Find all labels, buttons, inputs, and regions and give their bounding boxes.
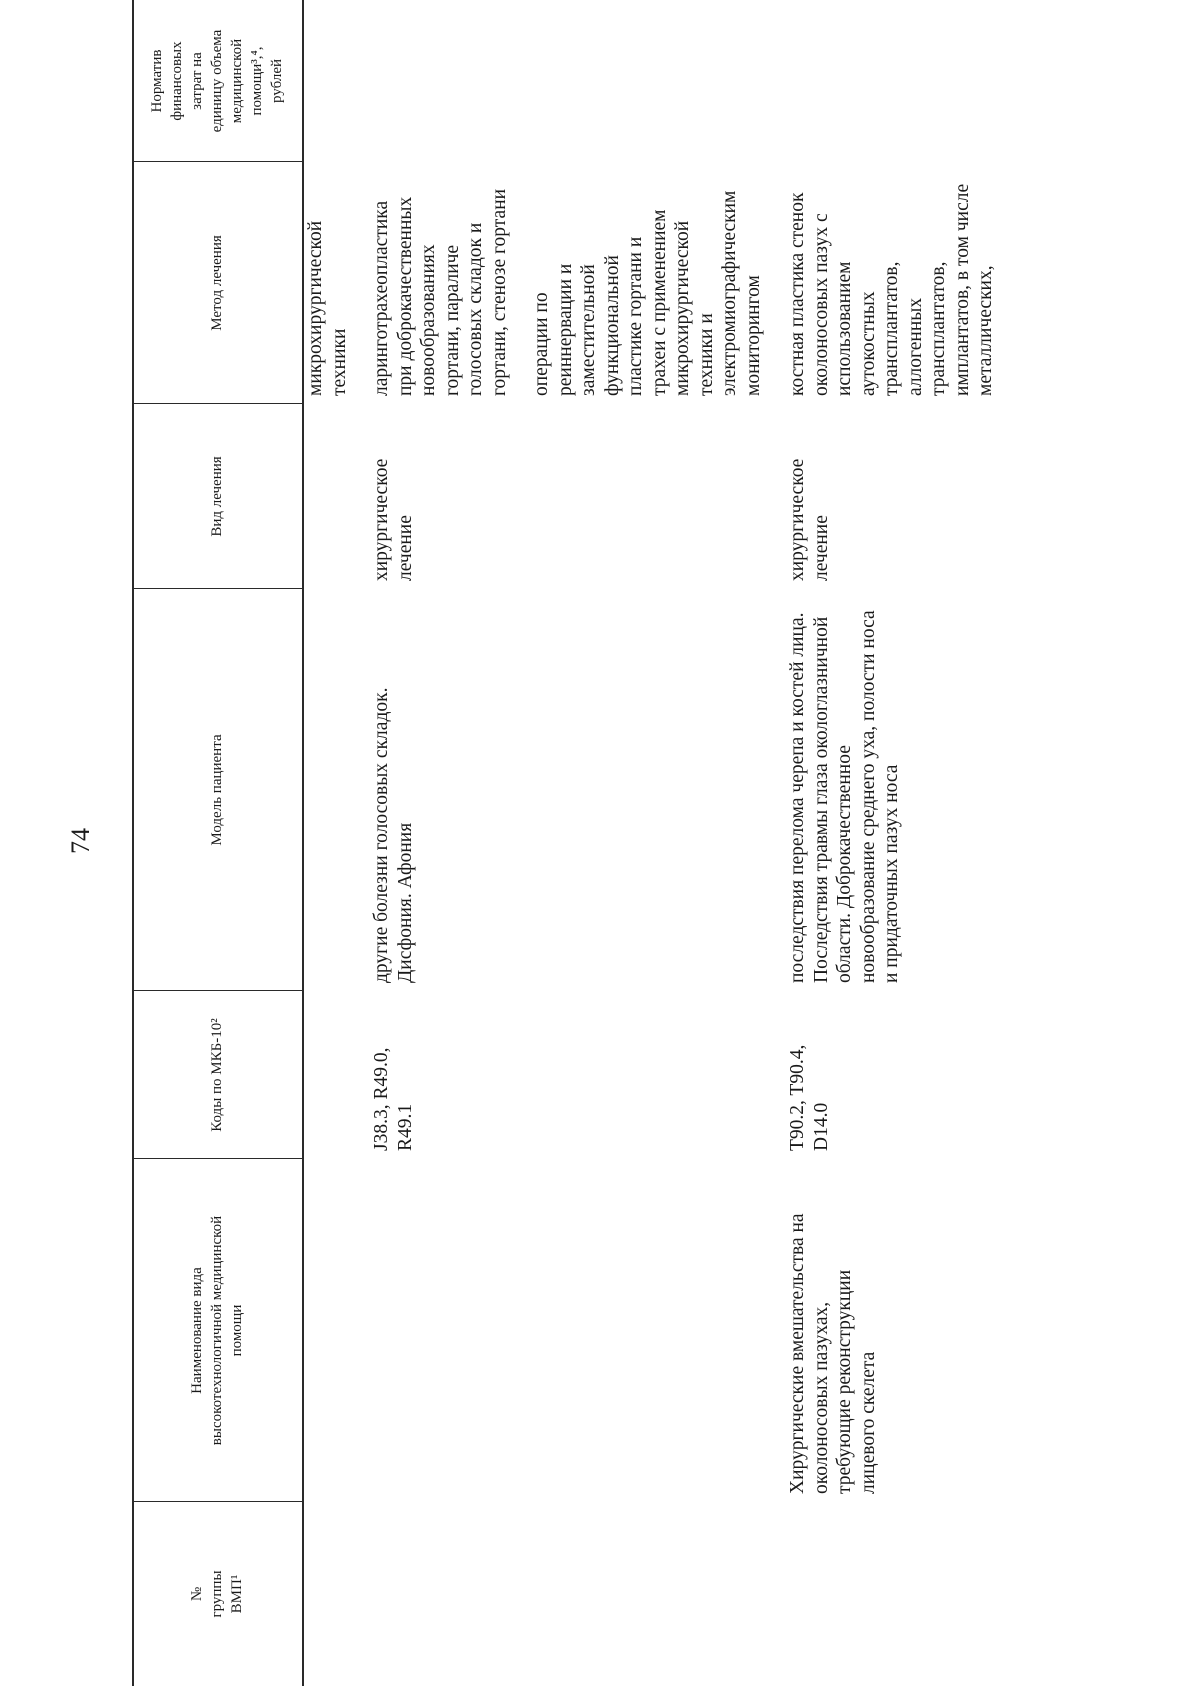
row3-vmp-name: Хирургические вмешательства на околоносовых пазухах, требующие реконструкции лицевого скелета [787, 1213, 879, 1494]
row1-treatment-method: ларинготрахеопластика при доброкачественных новообразованиях гортани, параличе голосовых складок и гортани, стенозе гортани [371, 188, 510, 396]
header-group-no: № группы ВМП¹ [189, 1570, 245, 1618]
row2-treatment-method: операции по реиннервации и заместительной функциональной пластике гортани и трахеи с применением микрохирургической техники и электромиографическим мониторингом [531, 190, 764, 396]
header-icd-codes: Коды по МКБ-10² [209, 1018, 225, 1132]
header-vmp-name: Наименование вида высокотехнологичной медицинской помощи [189, 1215, 245, 1446]
row1-icd-codes: J38.3, R49.0, R49.1 [371, 1047, 416, 1151]
page-number: 74 [66, 828, 95, 854]
header-treatment-type: Вид лечения [209, 456, 225, 537]
row0-treatment-method: микрохирургической техники [305, 220, 350, 396]
header-financial-norm: Норматив финансовых затрат на единицу объема медицинской помощи³,⁴, рублей [149, 29, 285, 133]
row3-icd-codes: T90.2, T90.4, D14.0 [787, 1044, 832, 1151]
row1-patient-model: другие болезни голосовых складок. Дисфония. Афония [371, 687, 416, 983]
row3-treatment-type: хирургическое лечение [787, 458, 832, 581]
row1-treatment-type: хирургическое лечение [371, 458, 416, 581]
header-patient-model: Модель пациента [209, 734, 225, 846]
row3-treatment-method: костная пластика стенок околоносовых пазух с использованием аутокостных трансплантатов, аллогенных трансплантатов, имплантатов, в том числе металлических, [787, 183, 996, 396]
header-treatment-method: Метод лечения [209, 235, 225, 331]
table-header [132, 0, 302, 1686]
row3-patient-model: последствия перелома черепа и костей лица. Последствия травмы глаза окологлазничной области. Доброкачественное новообразование среднего уха, полости носа и придаточных пазух носа [787, 610, 902, 983]
